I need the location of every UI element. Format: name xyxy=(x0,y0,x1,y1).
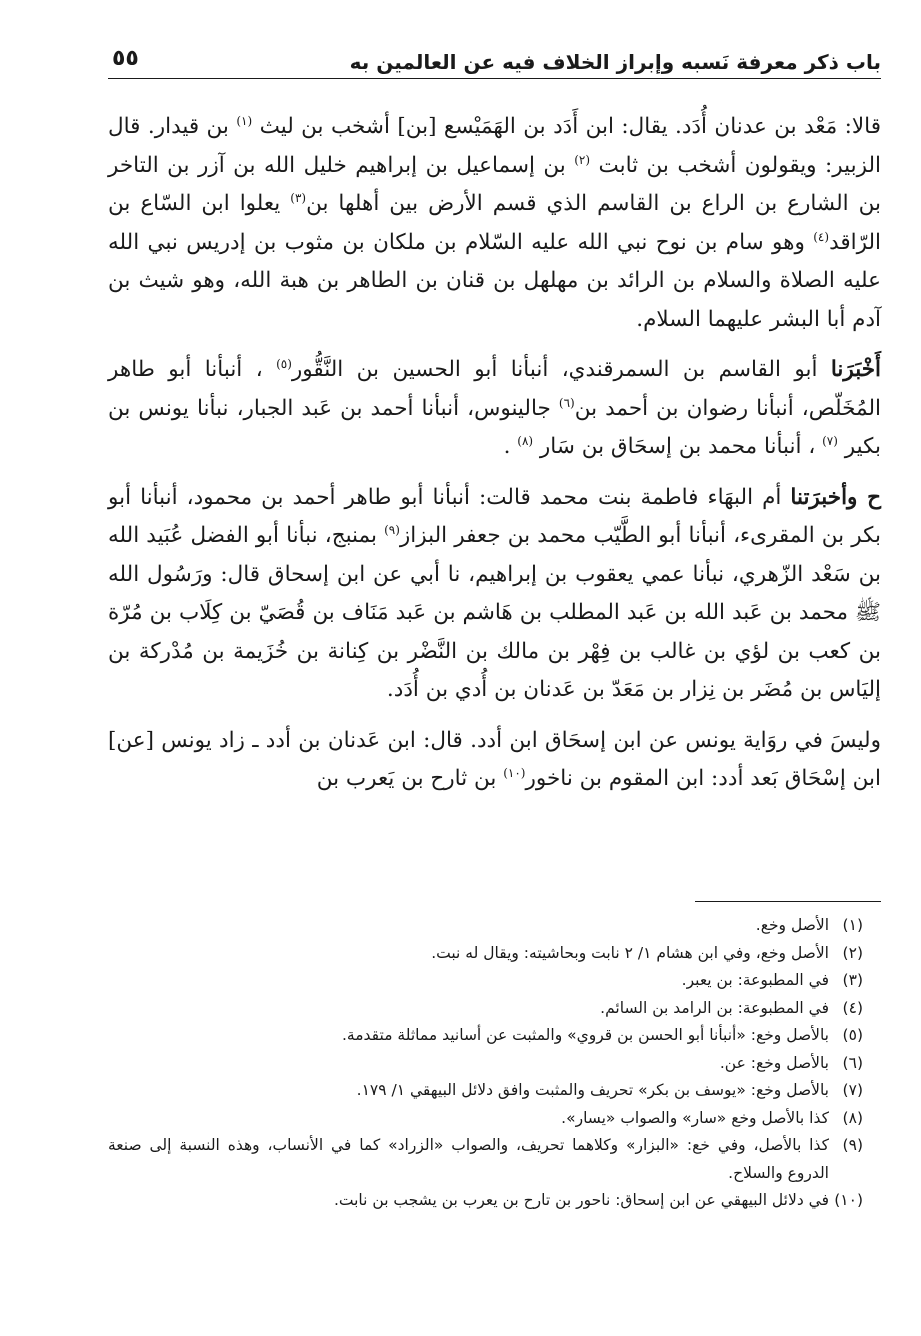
footnote-text: كذا بالأصل وخع «سار» والصواب «يسار». xyxy=(561,1108,829,1127)
text-run: أبو القاسم بن السمرقندي، أنبأنا أبو الحسين بن النَّقُّور xyxy=(291,357,818,382)
footnote-text: كذا بالأصل، وفي خع: «البزار» وكلاهما تحريف، والصواب «الزراد» كما في الأنساب، وهذه النسبة إلى صنعة الدروع والسلاح. xyxy=(108,1136,829,1182)
footnotes xyxy=(108,912,863,1215)
footnote-ref: (٨) xyxy=(517,433,534,448)
footnote-text: في المطبوعة: بن الرامد بن السائم. xyxy=(600,998,829,1017)
footnote-ref: (٣) xyxy=(290,190,307,205)
footnote-number: (٢) xyxy=(842,943,863,962)
footnote xyxy=(108,995,863,1023)
text-run: قالا: مَعْد بن عدنان أُدَد. يقال: ابن أَدَد بن الهَمَيْسع [بن] أشخب بن ليث xyxy=(259,114,881,139)
footnote-separator xyxy=(695,901,881,902)
footnote xyxy=(108,1187,863,1215)
footnote-text: في دلائل البيهقي عن ابن إسحاق: ناحور بن تارح بن يعرب بن يشجب بن نابت. xyxy=(333,1191,829,1209)
footnote-number: (٤) xyxy=(842,998,863,1017)
text-run: بمنبج، نبأنا أبو الفضل عُبَيد الله بن سَعْد الزّهري، نبأنا عمي يعقوب بن إبراهيم، نا أبي عن ابن إسحاق قال: ورَسُول الله ﷺ محمد بن عَبد الله بن عَبد المطلب بن هَاشم بن عَبد مَنَاف بن قُصَيّ بن كِلَاب بن مُرّة بن كعب بن لؤي بن غالب بن فِهْر بن مالك بن النَّضْر بن كِنانة بن خُزَيمة بن مُدْركة بن إليَاس بن مُضَر بن نِزار بن مَعَدّ بن عَدنان بن أُدي بن أُدَد. xyxy=(108,523,881,702)
running-header xyxy=(108,40,881,79)
footnote xyxy=(108,1077,863,1105)
footnote-ref: (٤) xyxy=(813,229,830,244)
footnote-number: (٩) xyxy=(842,1136,863,1154)
text-run: وليسَ في روَاية يونس عن ابن إسحَاق ابن أدد. قال: ابن عَدنان بن أدد ـ زاد يونس [عن] ابن إسْحَاق بَعد أدد: ابن المقوم بن ناخور xyxy=(108,727,881,791)
footnote-text: بالأصل وخع: «يوسف بن بكر» تحريف والمثبت وافق دلائل البيهقي ١/ ١٧٩. xyxy=(356,1081,829,1099)
text-run: ، أنبأنا محمد بن إسحَاق بن سَار xyxy=(539,434,816,459)
footnote-text: في المطبوعة: بن يعبر. xyxy=(681,971,829,989)
paragraph-2 xyxy=(108,351,881,467)
footnote-text: بالأصل وخع: «أنبأنا أبو الحسن بن قروي» والمثبت عن أسانيد مماثلة متقدمة. xyxy=(342,1026,829,1044)
footnote-number: (١٠) xyxy=(834,1191,863,1209)
footnote xyxy=(108,912,863,940)
chapter-title: باب ذكر معرفة نَسبه وإبراز الخلاف فيه عن العالمين به xyxy=(349,50,881,74)
footnote-number: (٨) xyxy=(842,1108,863,1127)
isnad-lead-word: ح وأخبرَتنا xyxy=(790,484,881,510)
text-run: جالينوس، أنبأنا أحمد بن عَبد الجبار، نبأنا يونس بن بكير xyxy=(108,395,881,459)
text-run: ، أنبأنا أبو طاهر المُخَلّص، أنبأنا رضوان بن أحمد بن xyxy=(108,357,881,421)
footnote-number: (١) xyxy=(842,916,863,934)
text-run: بن ثارح بن يَعرب بن xyxy=(316,766,497,791)
footnote-ref: (١٠) xyxy=(503,765,526,780)
paragraph-3 xyxy=(108,479,881,710)
footnote xyxy=(108,940,863,968)
footnote xyxy=(108,1105,863,1133)
text-run: وهو سام بن نوح نبي الله عليه السّلام بن ملكان بن مثوب بن إدريس نبي الله عليه الصلاة والسلام بن الرائد بن مهلهل بن قنان بن الطاهر بن هبة الله، وهو شيث بن آدم أبا البشر عليهما السلام. xyxy=(108,229,881,332)
footnote-text: بالأصل وخع: عن. xyxy=(719,1053,829,1072)
paragraph-4 xyxy=(108,722,881,799)
footnote xyxy=(108,1050,863,1078)
footnote-text: الأصل وخع. xyxy=(755,916,829,934)
footnote xyxy=(108,967,863,995)
text-run: . xyxy=(503,434,511,459)
footnote-ref: (٢) xyxy=(574,152,591,167)
footnote xyxy=(108,1132,863,1187)
footnote xyxy=(108,1022,863,1050)
footnote-ref: (١) xyxy=(236,113,253,128)
footnote-ref: (٦) xyxy=(558,395,575,410)
text-run: أم البهَاء فاطمة بنت محمد قالت: أنبأنا أبو طاهر أحمد بن محمود، أنبأنا أبو بكر بن المقرىء، أنبأنا أبو الطَّيّب محمد بن جعفر البزاز xyxy=(108,484,881,548)
footnote-number: (٥) xyxy=(842,1026,863,1044)
footnote-ref: (٥) xyxy=(276,356,292,371)
text-run: بن قيدار. قال الزبير: ويقولون أشخب بن ثابت xyxy=(108,114,881,178)
page-number: ٥٥ xyxy=(112,46,139,71)
text-run: يعلوا ابن السّاع بن الرّاقد xyxy=(108,191,881,255)
footnote-number: (٧) xyxy=(842,1081,863,1099)
isnad-lead-word: أَخْبَرَنا xyxy=(830,357,882,382)
text-run: بن إسماعيل بن إبراهيم خليل الله بن آزر بن التاخر بن الشارع بن الراع بن القاسم الذي قسم الأرض بين أهلها بن xyxy=(108,152,881,216)
footnote-number: (٣) xyxy=(842,971,863,989)
paragraph-1 xyxy=(108,108,881,339)
footnote-ref: (٧) xyxy=(822,433,838,448)
footnote-ref: (٩) xyxy=(384,522,400,537)
footnote-number: (٦) xyxy=(842,1053,863,1072)
main-text xyxy=(108,108,881,811)
footnote-text: الأصل وخع، وفي ابن هشام ١/ ٢ نابت وبحاشيته: ويقال له نبت. xyxy=(431,943,829,962)
